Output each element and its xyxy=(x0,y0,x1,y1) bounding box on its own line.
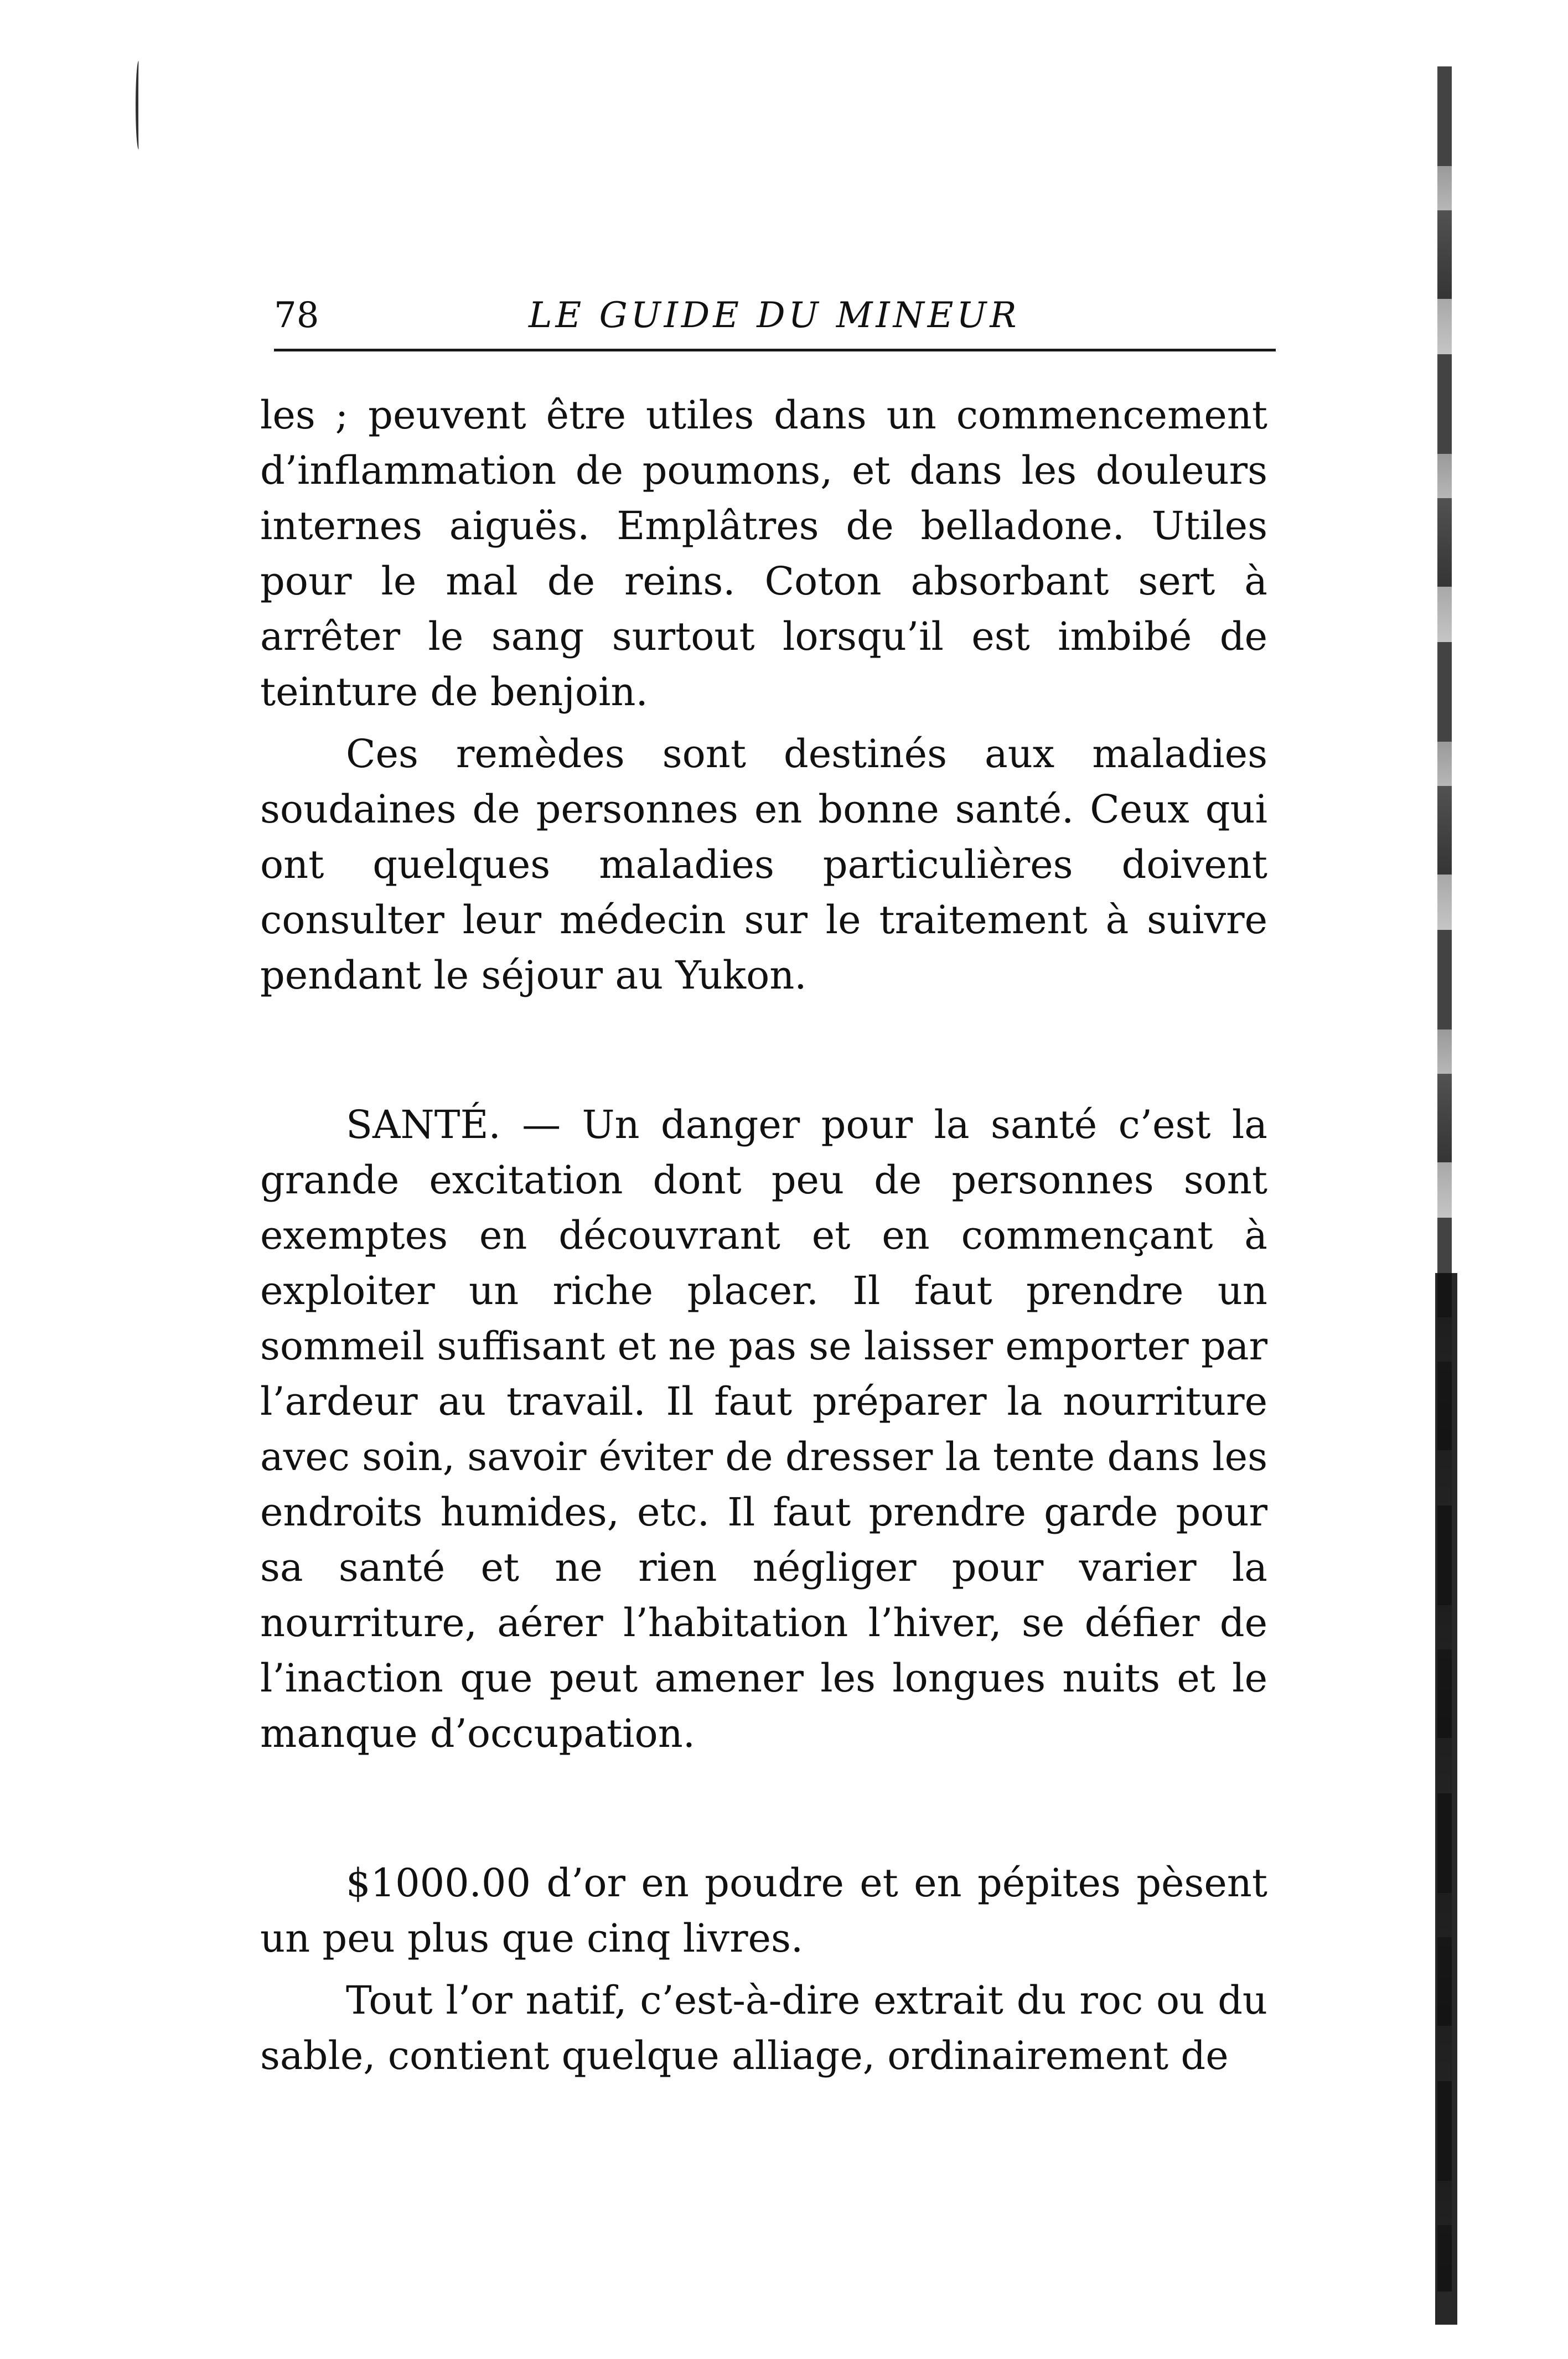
paragraph-remedies-note: Ces remèdes sont destinés aux maladies soudaines de personnes en bonne santé. Ceux qui ont quelques maladies particulières doivent consulter leur médecin sur le traitement à suivre pendant le séjour au Yukon. xyxy=(260,731,1267,998)
paragraph-remedies-continued: les ; peuvent être utiles dans un commencement d’inflammation de poumons, et dans les douleurs internes aiguës. Emplâtres de belladone. Utiles pour le mal de reins. Coton absorbant sert à arrêter le sang surtout lorsqu’il est imbibé de teinture de benjoin. xyxy=(260,392,1267,715)
body-text xyxy=(260,387,1267,2083)
paragraph-gold-weight: $1000.00 d’or en poudre et en pépites pèsent un peu plus que cinq livres. xyxy=(260,1860,1267,1961)
paragraph-native-gold: Tout l’or natif, c’est-à-dire extrait du roc ou du sable, contient quelque alliage, ordinairement de xyxy=(260,1978,1267,2078)
page-number: 78 xyxy=(274,295,319,336)
paragraph-health: SANTÉ. — Un danger pour la santé c’est la grande excitation dont peu de personnes sont exemptes en découvrant et en commençant à exploiter un riche placer. Il faut prendre un sommeil suffisant et ne pas se laisser emporter par l’ardeur au travail. Il faut préparer la nourriture avec soin, savoir éviter de dresser la tente dans les endroits humides, etc. Il faut prendre garde pour sa santé et ne rien négliger pour varier la nourriture, aérer l’habitation l’hiver, se défier de l’inaction que peut amener les longues nuits et le manque d’occupation. xyxy=(260,1102,1267,1756)
margin-mark xyxy=(136,61,142,149)
page-header xyxy=(274,288,1276,351)
running-head: LE GUIDE DU MINEUR xyxy=(529,295,1020,336)
page-edge-binding xyxy=(1435,1273,1457,2325)
